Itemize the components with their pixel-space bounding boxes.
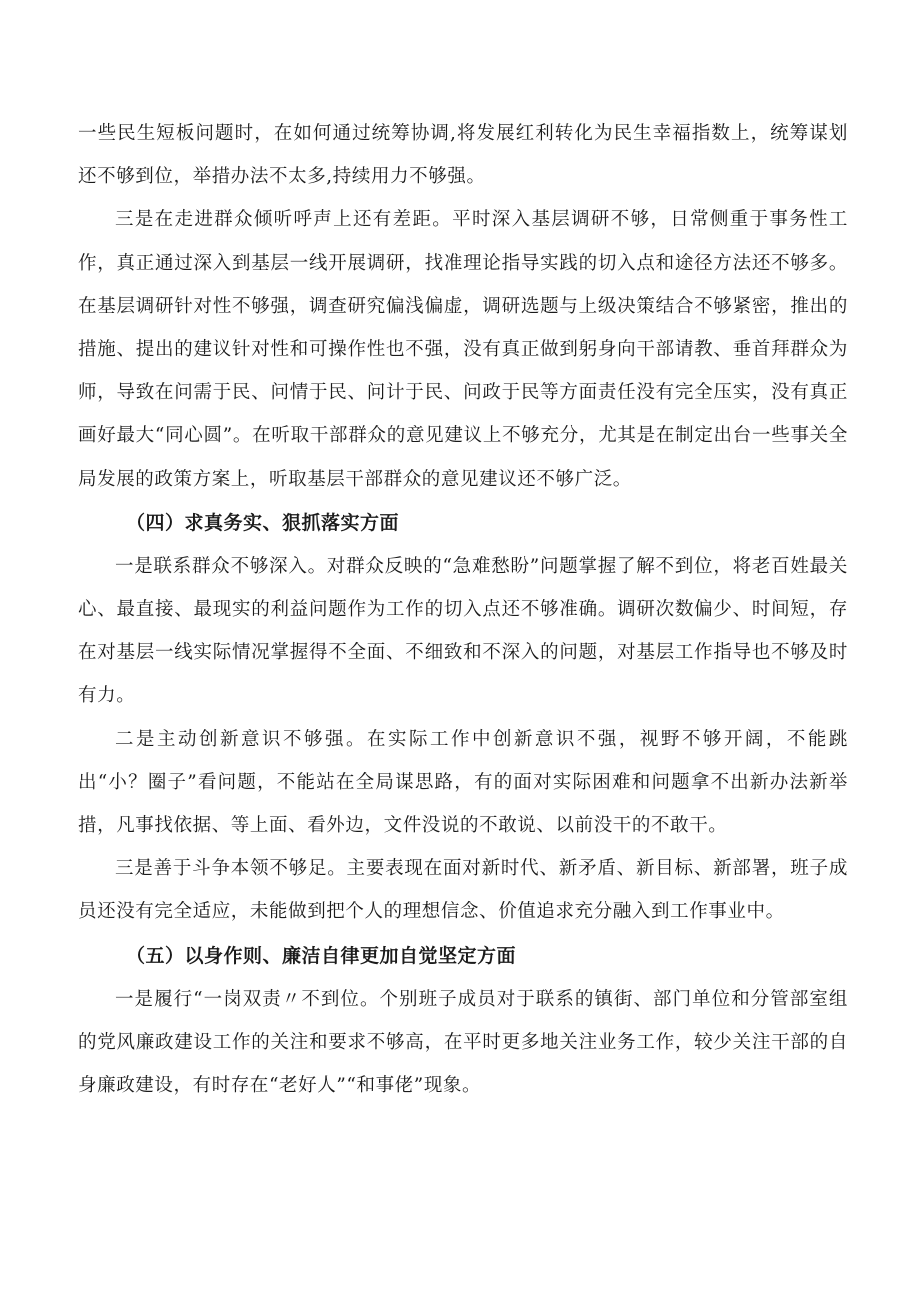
- paragraph-livelihood-continuation: 一些民生短板问题时，在如何通过统筹协调,将发展红利转化为民生幸福指数上，统筹谋划还不够到位，举措办法不太多,持续用力不够强。: [78, 123, 848, 188]
- paragraph-listening-to-masses: 三是在走进群众倾听呼声上还有差距。平时深入基层调研不够，日常侧重于事务性工作，真正通过深入到基层一线开展调研，找准理论指导实践的切入点和途径方法还不够多。在基层调研针对性不够强，调查研究偏浅偏虚，调研选题与上级决策结合不够紧密，推出的措施、提出的建议针对性和可操作性也不强，没有真正做到躬身向干部请教、垂首拜群众为师，导致在问需于民、问情于民、问计于民、问政于民等方面责任没有完全压实，没有真正画好最大“同心圆”。在听取干部群众的意见建议上不够充分，尤其是在制定出台一些事关全局发展的政策方案上，听取基层干部群众的意见建议还不够广泛。: [78, 209, 848, 490]
- section-heading-5: （五）以身作则、廉洁自律更加自觉坚定方面: [126, 944, 517, 967]
- section-heading-4: （四）求真务实、狠抓落实方面: [126, 511, 400, 534]
- paragraph-innovation-awareness: 二是主动创新意识不够强。在实际工作中创新意识不强，视野不够开阔，不能跳出“小？圈子”看问题，不能站在全局谋思路，有的面对实际困难和问题拿不出新办法新举措，凡事找依据、等上面、看外边，文件没说的不敢说、以前没干的不敢干。: [78, 728, 848, 837]
- paragraph-struggle-ability: 三是善于斗争本领不够足。主要表现在面对新时代、新矛盾、新目标、新部署，班子成员还没有完全适应，未能做到把个人的理想信念、价值追求充分融入到工作事业中。: [78, 858, 848, 923]
- paragraph-contact-masses: 一是联系群众不够深入。对群众反映的“急难愁盼”问题掌握了解不到位，将老百姓最关心、最直接、最现实的利益问题作为工作的切入点还不够准确。调研次数偏少、时间短，存在对基层一线实际情况掌握得不全面、不细致和不深入的问题，对基层工作指导也不够及时有力。: [78, 555, 848, 707]
- paragraph-dual-responsibility: 一是履行“一岗双责〃不到位。个别班子成员对于联系的镇街、部门单位和分管部室组的党风廉政建设工作的关注和要求不够高，在平时更多地关注业务工作，较少关注干部的自身廉政建设，有时存在“老好人”“和事佬”现象。: [78, 988, 848, 1097]
- document-body: [78, 112, 848, 1107]
